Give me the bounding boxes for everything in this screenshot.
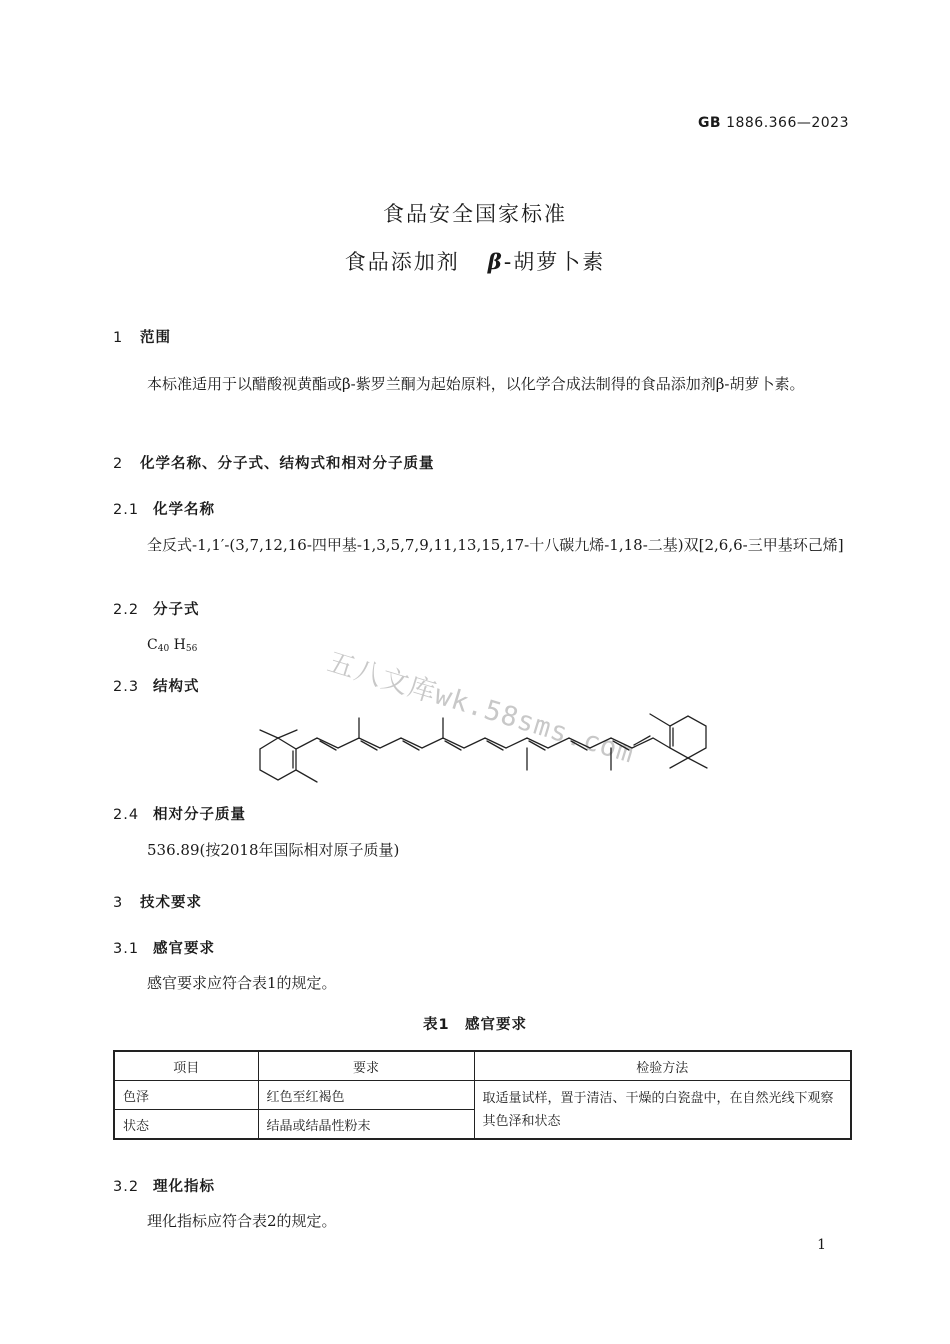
- right-ring: [670, 716, 706, 758]
- heading-text: 结构式: [153, 679, 200, 695]
- table-header-row: [114, 1051, 851, 1081]
- formula-carbon-count: 40: [157, 644, 170, 654]
- heading-formula: [113, 598, 200, 619]
- heading-number: 2: [113, 456, 124, 472]
- table-header-requirement: 要求: [258, 1051, 474, 1081]
- sub-title-prefix: 食品添加剂: [344, 250, 460, 274]
- molecular-mass-value: 536.89(按2018年国际相对原子质量): [147, 841, 400, 859]
- scope-paragraph: 本标准适用于以醋酸视黄酯或β-紫罗兰酮为起始原料，以化学合成法制得的食品添加剂β-胡萝卜素。: [147, 375, 805, 393]
- formula-hydrogen-count: 56: [185, 644, 198, 654]
- heading-text: 理化指标: [153, 1179, 215, 1195]
- table-cell-requirement: 红色至红褐色: [258, 1081, 474, 1110]
- table-header-method: 检验方法: [474, 1051, 851, 1081]
- polyene-chain: [296, 738, 670, 749]
- table1-sensory-requirements: [113, 1050, 852, 1140]
- heading-molecular-mass: [113, 803, 246, 824]
- table-cell-item: 色泽: [114, 1081, 258, 1110]
- heading-number: 3.2: [113, 1179, 140, 1195]
- watermark: 五八文库wk.58sms.com: [323, 646, 639, 770]
- heading-sensory: [113, 937, 215, 958]
- heading-number: 3: [113, 895, 124, 911]
- heading-number: 2.1: [113, 502, 140, 518]
- main-title: 食品安全国家标准: [383, 202, 567, 226]
- structural-formula-drawing: [245, 708, 715, 790]
- right-methyl-a: [650, 714, 670, 726]
- chemical-name-paragraph: 全反式-1,1′-(3,7,12,16-四甲基-1,3,5,7,9,11,13,15,17-十八碳九烯-1,18-二基)双[2,6,6-三甲基环己烯]: [147, 536, 844, 554]
- heading-text: 范围: [140, 330, 171, 346]
- table-header-item: 项目: [114, 1051, 258, 1081]
- left-methyl-a: [260, 730, 278, 738]
- right-methyl-c: [688, 758, 707, 768]
- molecular-formula: [147, 632, 197, 662]
- heading-text: 技术要求: [140, 895, 202, 911]
- standard-code: 1886.366—2023: [726, 115, 849, 131]
- heading-number: 3.1: [113, 941, 140, 957]
- heading-number: 2.3: [113, 679, 140, 695]
- sub-title-beta: β: [487, 249, 504, 274]
- standard-prefix: GB: [697, 115, 722, 131]
- table-cell-method: 取适量试样，置于清洁、干燥的白瓷盘中，在自然光线下观察其色泽和状态: [474, 1081, 851, 1140]
- right-methyl-b: [670, 758, 688, 768]
- standard-number: [698, 115, 849, 131]
- heading-number: 2.4: [113, 807, 140, 823]
- sensory-paragraph: 感官要求应符合表1的规定。: [147, 974, 337, 992]
- sub-title-suffix: -胡萝卜素: [503, 250, 606, 274]
- heading-structure: [113, 675, 200, 696]
- physicochemical-paragraph: 理化指标应符合表2的规定。: [147, 1212, 337, 1230]
- formula-carbon: C: [147, 637, 158, 653]
- heading-technical-requirements: [113, 891, 202, 912]
- table-cell-item: 状态: [114, 1110, 258, 1140]
- left-ring: [260, 738, 296, 780]
- heading-physicochemical: [113, 1175, 215, 1196]
- heading-text: 化学名称: [153, 502, 215, 518]
- left-methyl-c: [296, 770, 317, 782]
- left-methyl-b: [278, 730, 297, 738]
- sub-title: [0, 246, 950, 276]
- heading-text: 相对分子质量: [153, 807, 246, 823]
- heading-text: 分子式: [153, 602, 200, 618]
- heading-scope: [113, 326, 171, 347]
- heading-number: 1: [113, 330, 124, 346]
- heading-chemical-info: [113, 452, 435, 473]
- heading-number: 2.2: [113, 602, 140, 618]
- formula-hydrogen: H: [173, 637, 186, 653]
- table-cell-requirement: 结晶或结晶性粉末: [258, 1110, 474, 1140]
- page-number: 1: [817, 1237, 826, 1253]
- table1-caption: 表1 感官要求: [422, 1017, 528, 1033]
- heading-chemical-name: [113, 498, 215, 519]
- heading-text: 感官要求: [153, 941, 215, 957]
- table-row: [114, 1081, 851, 1110]
- heading-text: 化学名称、分子式、结构式和相对分子质量: [140, 456, 435, 472]
